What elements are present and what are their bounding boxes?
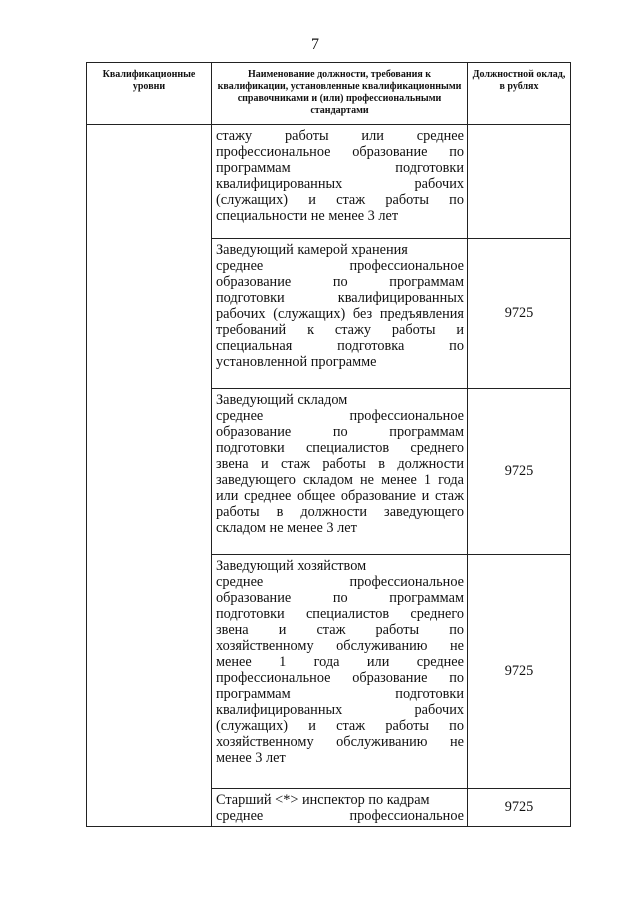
description-line: подготовки специалистов среднего — [216, 440, 464, 456]
salary-cell: 9725 — [468, 555, 571, 789]
table-header-row — [87, 63, 571, 125]
description-line: менее 1 года или среднее — [216, 654, 464, 670]
description-line: профессиональное образование по — [216, 144, 464, 160]
description-line: среднее профессиональное — [216, 258, 464, 274]
position-title: Заведующий складом — [216, 392, 348, 408]
description-line: менее 3 лет — [216, 750, 286, 766]
position-description — [212, 389, 468, 555]
description-line: образование по программам — [216, 590, 464, 606]
description-line: требований к стажу работы и — [216, 322, 464, 338]
description-line: (служащих) и стаж работы по — [216, 192, 464, 208]
header-salary: Должностной оклад, в рублях — [468, 63, 571, 125]
salary-cell: 9725 — [468, 389, 571, 555]
header-position-requirements: Наименование должности, требования к квалификации, установленные квалификационными справочниками и (или) профессиональными стандартами — [212, 63, 468, 125]
description-line: специальности не менее 3 лет — [216, 208, 399, 224]
position-description — [212, 125, 468, 239]
description-line: квалифицированных рабочих — [216, 702, 464, 718]
description-line: заведующего складом не менее 1 года — [216, 472, 464, 488]
description-line: образование по программам — [216, 424, 464, 440]
description-line: программам подготовки — [216, 686, 464, 702]
qualification-level-cell — [87, 125, 212, 827]
description-line: (служащих) и стаж работы по — [216, 718, 464, 734]
description-line: складом не менее 3 лет — [216, 520, 357, 536]
position-description — [212, 239, 468, 389]
description-line: квалифицированных рабочих — [216, 176, 464, 192]
position-title: Заведующий камерой хранения — [216, 242, 408, 258]
salary-cell — [468, 125, 571, 239]
description-line: рабочих (служащих) без предъявления — [216, 306, 464, 322]
position-title: Заведующий хозяйством — [216, 558, 367, 574]
description-line: звена и стаж работы в должности — [216, 456, 464, 472]
description-line: среднее профессиональное — [216, 408, 464, 424]
description-line: хозяйственному обслуживанию не — [216, 638, 464, 654]
position-description — [212, 555, 468, 789]
description-line: среднее профессиональное — [216, 574, 464, 590]
salary-cell: 9725 — [468, 239, 571, 389]
page-number: 7 — [311, 36, 319, 53]
table-row — [87, 125, 571, 239]
description-line: звена и стаж работы по — [216, 622, 464, 638]
description-line: подготовки специалистов среднего — [216, 606, 464, 622]
position-description — [212, 789, 468, 827]
description-line: подготовки квалифицированных — [216, 290, 464, 306]
qualification-table — [86, 62, 571, 827]
position-title: Старший <*> инспектор по кадрам — [216, 792, 430, 808]
description-line: программам подготовки — [216, 160, 464, 176]
description-line: стажу работы или среднее — [216, 128, 464, 144]
header-qualification-levels: Квалификационные уровни — [87, 63, 212, 125]
description-line: среднее профессиональное — [216, 808, 464, 824]
salary-cell: 9725 — [468, 789, 571, 827]
description-line: работы в должности заведующего — [216, 504, 464, 520]
description-line: хозяйственному обслуживанию не — [216, 734, 464, 750]
description-line: установленной программе — [216, 354, 377, 370]
description-line: специальная подготовка по — [216, 338, 464, 354]
description-line: образование по программам — [216, 274, 464, 290]
description-line: или среднее общее образование и стаж — [216, 488, 464, 504]
description-line: профессиональное образование по — [216, 670, 464, 686]
